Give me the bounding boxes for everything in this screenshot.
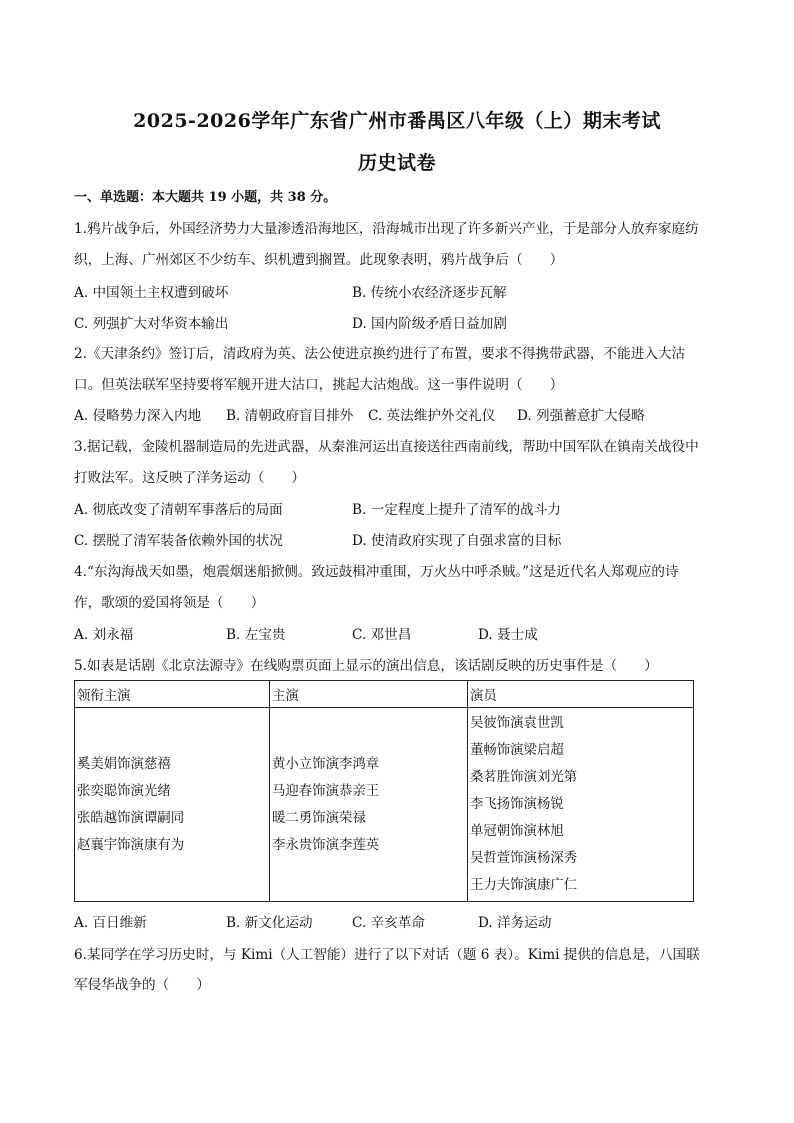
section-heading: 一、单选题：本大题共 19 小题，共 38 分。	[74, 190, 337, 205]
table-row	[75, 708, 694, 902]
table-header-row	[75, 681, 694, 708]
question-5-option-d: D. 洋务运动	[478, 915, 552, 931]
cast-entry: 桑茗胜饰演刘光第	[470, 770, 578, 785]
cast-entry: 张皓越饰演谭嗣同	[77, 810, 185, 826]
question-2-option-b: B. 清朝政府盲目排外	[226, 408, 354, 424]
question-2-line-1: 2.《天津条约》签订后，清政府为英、法公使进京换约进行了布置，要求不得携带武器，不能进入大沽	[74, 346, 686, 362]
question-2-line-2: 口。但英法联军坚持要将军舰开进大沽口，挑起大沽炮战。这一事件说明（ ）	[74, 377, 564, 393]
question-5-line-1: 5.如表是话剧《北京法源寺》在线购票页面上显示的演出信息，该话剧反映的历史事件是（ ）	[74, 658, 658, 674]
question-5-option-b: B. 新文化运动	[226, 915, 313, 931]
question-5-option-c: C. 辛亥革命	[352, 915, 425, 931]
question-4-option-a: A. 刘永福	[74, 627, 134, 643]
cast-entry: 黄小立饰演李鸿章	[272, 756, 380, 772]
question-3-option-b: B. 一定程度上提升了清军的战斗力	[352, 502, 561, 518]
table-cell-main-cast	[270, 708, 468, 902]
question-1-line-1: 1.鸦片战争后，外国经济势力大量渗透沿海地区，沿海城市出现了许多新兴产业，于是部分人放弃家庭纺	[74, 221, 699, 237]
cast-entry: 赵襄宇饰演康有为	[77, 837, 185, 853]
question-4-option-b: B. 左宝贵	[226, 627, 286, 643]
question-4-line-2: 作，歌颂的爱国将领是（ ）	[74, 595, 265, 611]
question-3-option-a: A. 彻底改变了清朝军事落后的局面	[74, 502, 283, 518]
page-subtitle: 历史试卷	[357, 152, 436, 174]
table-header: 领衔主演	[75, 681, 270, 708]
question-4-option-c: C. 邓世昌	[352, 627, 412, 643]
question-1-option-c: C. 列强扩大对华资本输出	[74, 316, 229, 332]
table-header: 主演	[270, 681, 468, 708]
cast-entry: 张奕聪饰演光绪	[77, 783, 171, 799]
cast-entry: 吴哲萱饰演杨深秀	[470, 851, 578, 866]
cast-entry: 吴彼饰演袁世凯	[470, 716, 564, 731]
question-2-option-d: D. 列强蓄意扩大侵略	[517, 408, 645, 424]
table-cell-supporting-cast	[468, 708, 694, 902]
cast-entry: 李飞扬饰演杨锐	[470, 797, 564, 812]
question-3-option-c: C. 摆脱了清军装备依赖外国的状况	[74, 533, 283, 549]
page-title: 2025-2026学年广东省广州市番禺区八年级（上）期末考试	[133, 110, 661, 132]
question-5-option-a: A. 百日维新	[74, 915, 147, 931]
question-3-line-2: 打败法军。这反映了洋务运动（ ）	[74, 470, 306, 486]
question-6-line-2: 军侵华战争的（ ）	[74, 977, 210, 993]
table-header: 演员	[468, 681, 694, 708]
cast-entry: 奚美娟饰演慈禧	[77, 756, 171, 772]
question-2-option-c: C. 英法维护外交礼仪	[368, 408, 496, 424]
question-4-line-1: 4.“东沟海战天如墨，炮震烟迷船掀侧。致远鼓楫冲重围，万火丛中呼杀贼。”这是近代名人郑观应的诗	[74, 564, 679, 580]
question-2-option-a: A. 侵略势力深入内地	[74, 408, 202, 424]
question-3-option-d: D. 使清政府实现了自强求富的目标	[352, 533, 562, 549]
cast-table	[74, 680, 694, 902]
question-1-option-d: D. 国内阶级矛盾日益加剧	[352, 316, 507, 332]
question-1-option-b: B. 传统小农经济逐步瓦解	[352, 285, 507, 301]
cast-entry: 暖二勇饰演荣禄	[272, 810, 366, 826]
question-1-line-2: 织，上海、广州郊区不少纺车、织机遭到搁置。此现象表明，鸦片战争后（ ）	[74, 252, 564, 268]
table-cell-lead-cast	[75, 708, 270, 902]
question-3-line-1: 3.据记载，金陵机器制造局的先进武器，从秦淮河运出直接送往西南前线，帮助中国军队在镇南关战役中	[74, 439, 699, 455]
cast-entry: 李永贵饰演李莲英	[272, 837, 380, 853]
cast-entry: 单冠朝饰演林旭	[470, 824, 564, 839]
question-6-line-1: 6.某同学在学习历史时，与 Kimi（人工智能）进行了以下对话（题 6 表）。Kimi 提供的信息是，八国联	[74, 947, 700, 963]
cast-entry: 马迎春饰演恭亲王	[272, 783, 380, 799]
question-4-option-d: D. 聂士成	[478, 627, 538, 643]
question-1-option-a: A. 中国领土主权遭到破坏	[74, 285, 229, 301]
cast-entry: 董畅饰演梁启超	[470, 743, 564, 758]
cast-entry: 王力夫饰演康广仁	[470, 878, 578, 893]
